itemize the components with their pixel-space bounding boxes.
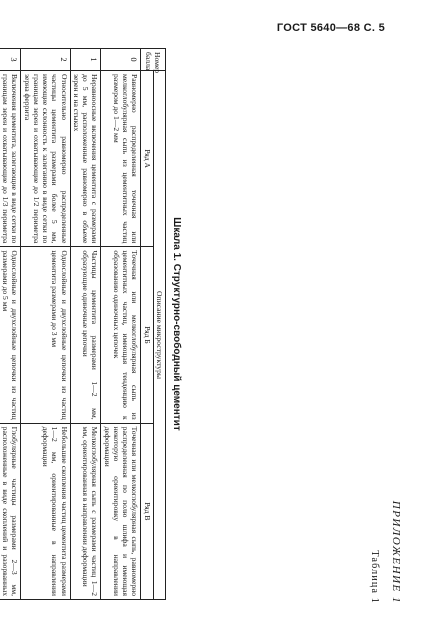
score-column-header: Номер балла (141, 49, 166, 71)
row-a-header: Ряд А (141, 71, 153, 247)
row-a-cell: Включения цементита, залегающие в виде сетки по границам зерен и охватывающие до 1/3 периметра (0, 71, 21, 247)
row-a-cell: Равномерно распределенная точечная или мелкоглобулярная сыпь из цементитных частиц размером до 1—2 мм (101, 71, 141, 247)
table-label: Таблица 1 (369, 550, 380, 604)
table-subheader-row (141, 49, 153, 600)
rotated-page-content (1, 44, 402, 604)
row-b-cell: Точечная или мелкоглобулярная сыпь из цементитных частиц, имеющая тенденцию к образованию одиночных цепочек (101, 247, 141, 423)
scale-title: Шкала 1. Структурно-свободный цементит (171, 217, 182, 431)
row-a-cell: Неравноосные включения цементита с размерами до 5 мм, расположенные равномерно в объеме зерен и на стыках (70, 71, 101, 247)
score-cell: 2 (21, 49, 70, 71)
table-row (70, 49, 101, 600)
row-b-cell: Частицы цементита размерами 1—2 мм, образующие одиночные цепочки (70, 247, 101, 423)
score-cell: 0 (101, 49, 141, 71)
row-b-header: Ряд Б (141, 247, 153, 423)
microstructure-table (0, 48, 166, 600)
description-column-header: Описание микроструктуры (153, 71, 165, 600)
score-cell: 1 (70, 49, 101, 71)
score-cell: 3 (0, 49, 21, 71)
table-header-row (153, 49, 165, 600)
row-b-cell: Однослойные и двухслойные цепочки из частиц цементита размерами до 3 мм (21, 247, 70, 423)
appendix-label: ПРИЛОЖЕНИЕ 1 (390, 500, 402, 604)
row-a-cell: Относительно равномерно распределенные частицы цементита размерами более 5 мм, имеющие склонность к залеганию в виде сетки по границам зерен и охватывающие до 1/2 периметра зерна феррита (21, 71, 70, 247)
table-row (21, 49, 70, 600)
row-c-header: Ряд В (141, 423, 153, 599)
row-c-cell: Точечная или мелкоглобулярная сыпь, равномерно распределенная по полю шлифа и имеющая некоторую ориентировку в направлении деформации (101, 423, 141, 599)
row-b-cell: Однослойные и двухслойные цепочки из частиц размерами до 5 мм (0, 247, 21, 423)
table-row (0, 49, 21, 600)
row-c-cell: Мелкоглобулярная сыпь с размерами частиц 1—2 мм, ориентированная в направлении деформации (70, 423, 101, 599)
row-c-cell: Глобулярные частицы размерами 2—3 мм, расположенные в виде скоплений и разорванных (0, 423, 21, 599)
table-row (101, 49, 141, 600)
page-header: ГОСТ 5640—68 С. 5 (276, 22, 385, 34)
row-c-cell: Небольшие скопления частиц цементита размерами 1—2 мм, ориентированные в направлении деформации (21, 423, 70, 599)
